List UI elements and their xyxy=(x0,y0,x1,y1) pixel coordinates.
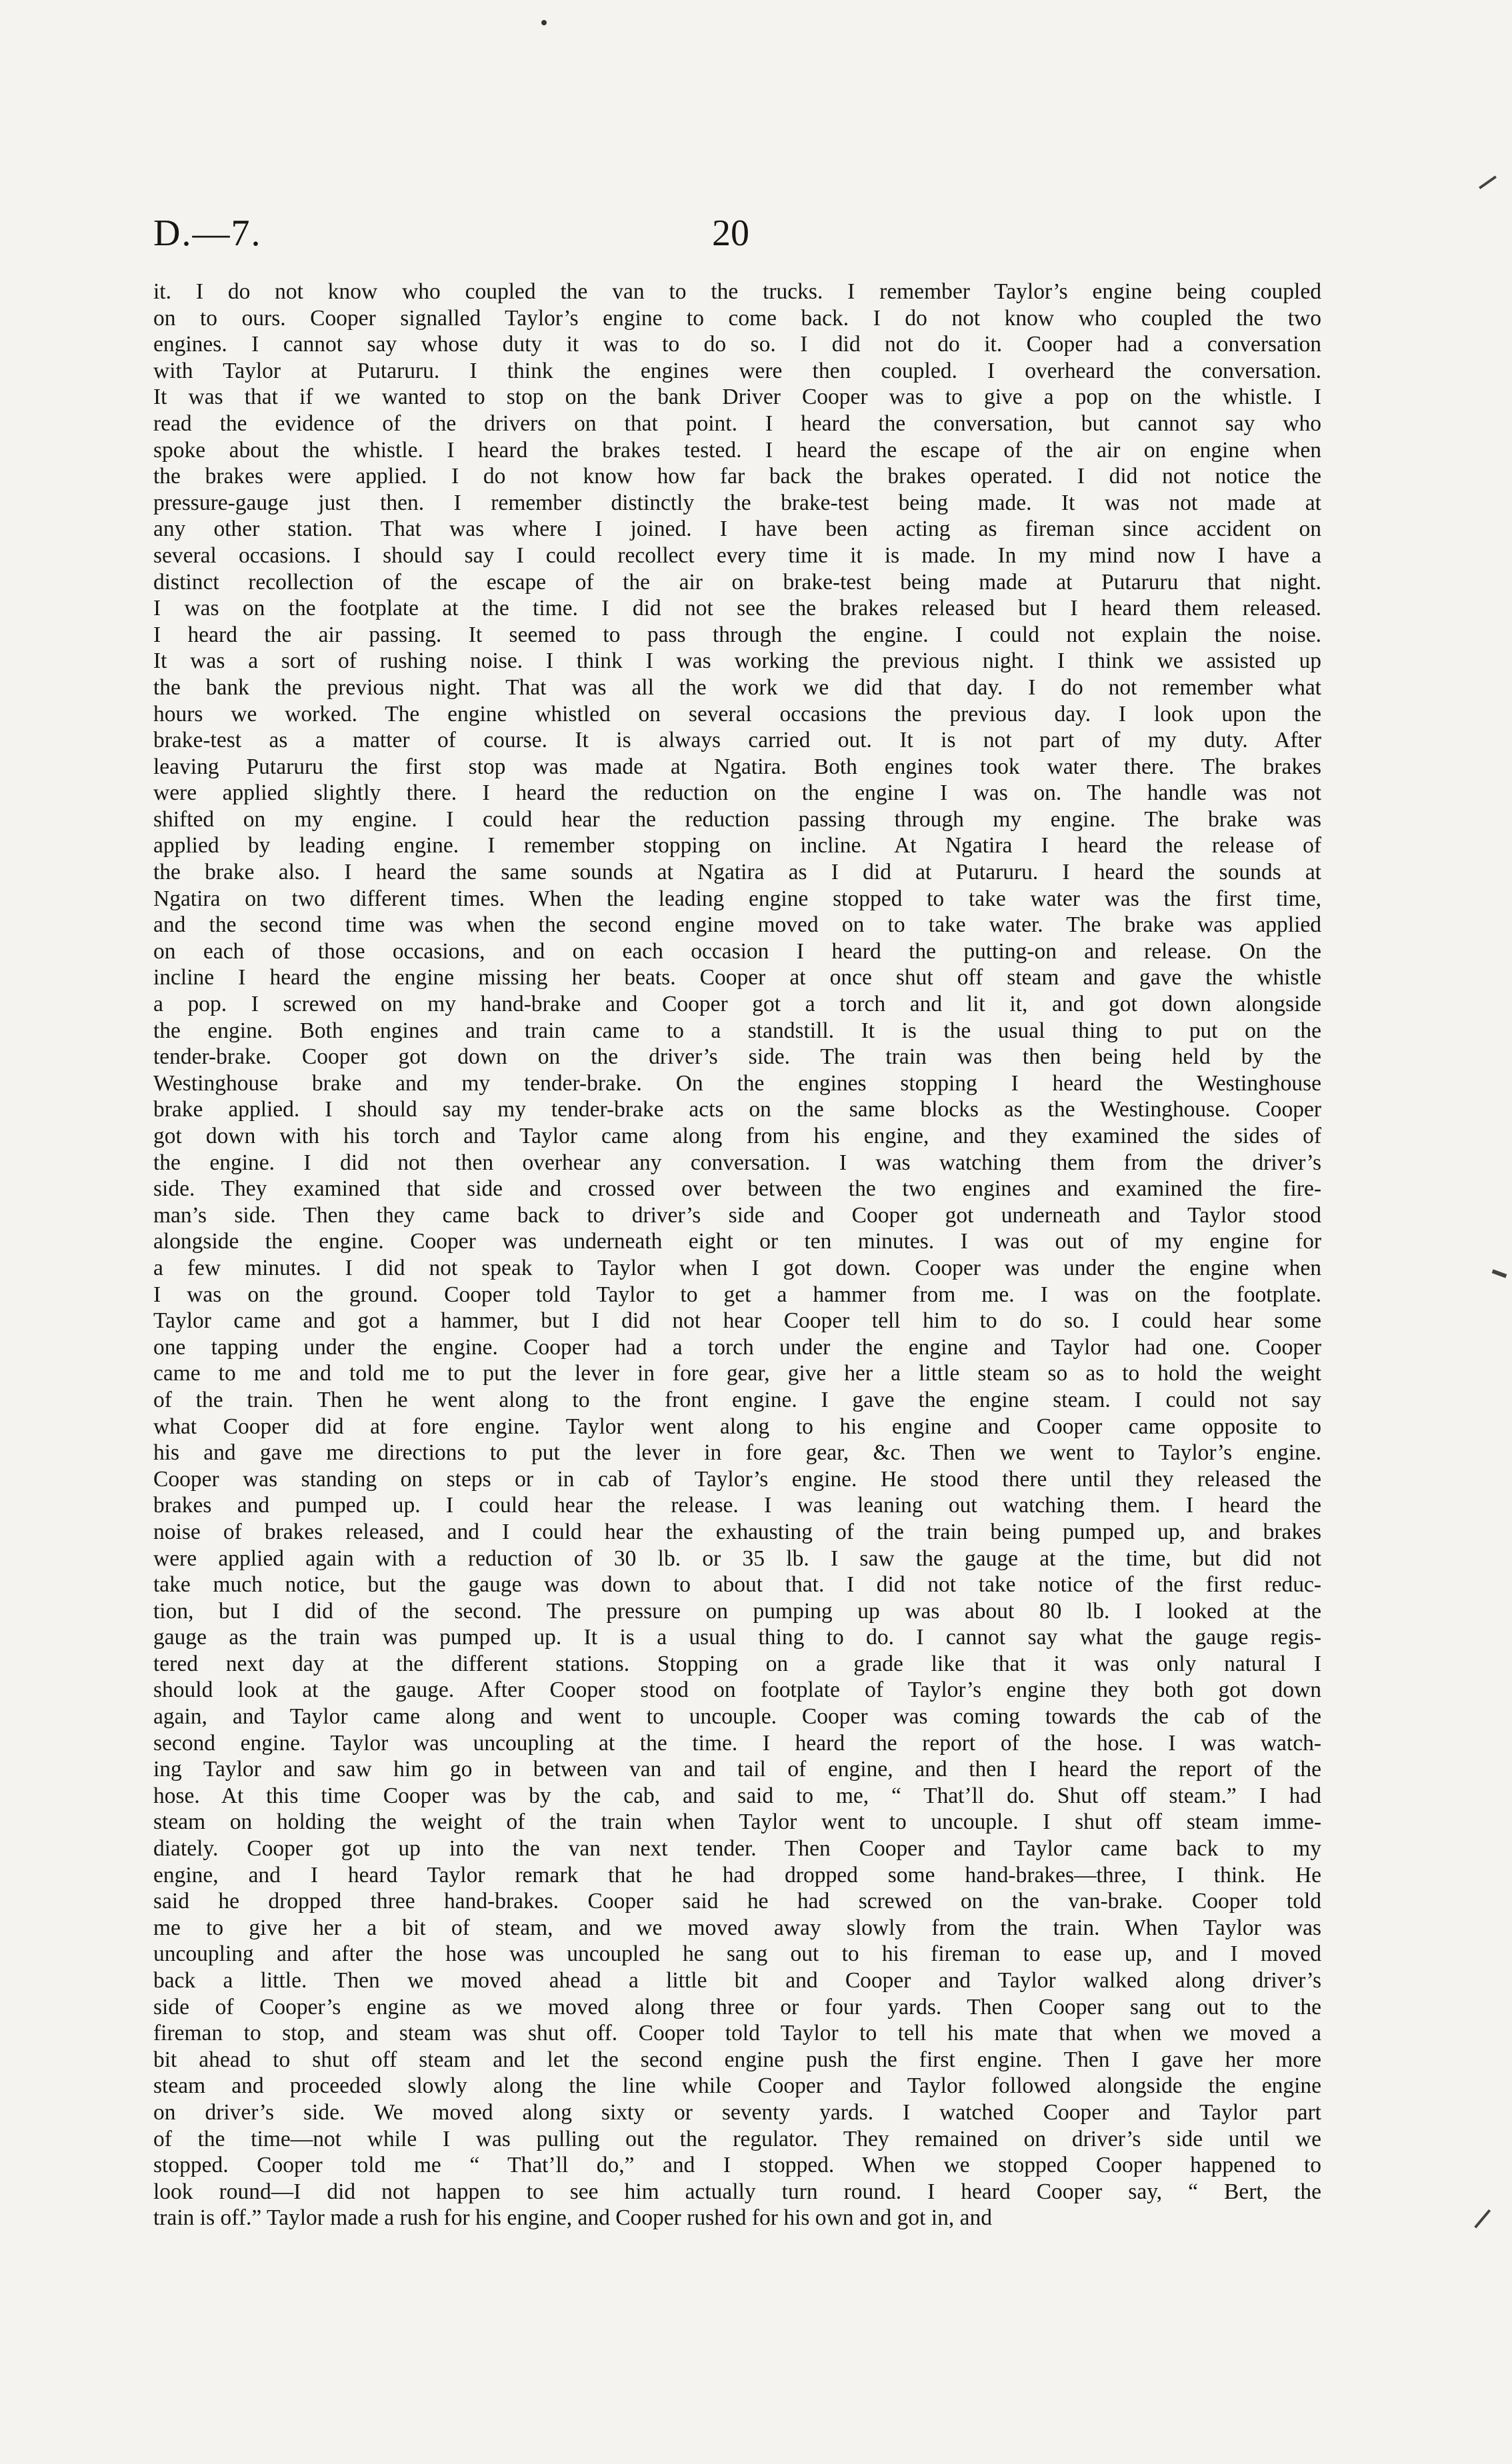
text-line: a pop. I screwed on my hand-brake and Cooper got a torch and lit it, and got down alongside xyxy=(153,992,1321,1017)
text-line: brake applied. I should say my tender-brake acts on the same blocks as the Westinghouse. Cooper xyxy=(153,1097,1321,1122)
text-line: came to me and told me to put the lever in fore gear, give her a little steam so as to hold the weight xyxy=(153,1361,1321,1386)
edge-mark-middle-right xyxy=(1492,1269,1507,1278)
text-line: leaving Putaruru the first stop was made at Ngatira. Both engines took water there. The brakes xyxy=(153,754,1321,779)
text-line: the engine. Both engines and train came to a standstill. It is the usual thing to put on the xyxy=(153,1018,1321,1043)
text-line: said he dropped three hand-brakes. Cooper said he had screwed on the van-brake. Cooper told xyxy=(153,1889,1321,1914)
text-line: engine, and I heard Taylor remark that he had dropped some hand-brakes—three, I think. He xyxy=(153,1862,1321,1887)
text-line: I was on the ground. Cooper told Taylor to get a hammer from me. I was on the footplate. xyxy=(153,1282,1321,1307)
text-line: it. I do not know who coupled the van to the trucks. I remember Taylor’s engine being coupled xyxy=(153,279,1321,304)
text-line: man’s side. Then they came back to driver’s side and Cooper got underneath and Taylor stood xyxy=(153,1202,1321,1228)
text-line: pressure-gauge just then. I remember distinctly the brake-test being made. It was not made at xyxy=(153,490,1321,515)
text-line: a few minutes. I did not speak to Taylor when I got down. Cooper was under the engine when xyxy=(153,1255,1321,1280)
text-line: second engine. Taylor was uncoupling at the time. I heard the report of the hose. I was watch- xyxy=(153,1730,1321,1756)
text-line: again, and Taylor came along and went to uncouple. Cooper was coming towards the cab of the xyxy=(153,1704,1321,1730)
text-line: steam and proceeded slowly along the line while Cooper and Taylor followed alongside the engine xyxy=(153,2073,1321,2099)
text-line: brake-test as a matter of course. It is always carried out. It is not part of my duty. After xyxy=(153,728,1321,753)
text-line: spoke about the whistle. I heard the brakes tested. I heard the escape of the air on engine when xyxy=(153,437,1321,463)
text-line: were applied slightly there. I heard the reduction on the engine I was on. The handle was not xyxy=(153,780,1321,806)
text-line: It was that if we wanted to stop on the bank Driver Cooper was to give a pop on the whistle. I xyxy=(153,385,1321,410)
text-line: Cooper was standing on steps or in cab of Taylor’s engine. He stood there until they released the xyxy=(153,1466,1321,1492)
text-line: read the evidence of the drivers on that point. I heard the conversation, but cannot say who xyxy=(153,411,1321,436)
text-line: gauge as the train was pumped up. It is a usual thing to do. I cannot say what the gauge regis- xyxy=(153,1625,1321,1650)
text-line: were applied again with a reduction of 30 lb. or 35 lb. I saw the gauge at the time, but did not xyxy=(153,1546,1321,1571)
text-line: hours we worked. The engine whistled on several occasions the previous day. I look upon the xyxy=(153,701,1321,726)
text-line: fireman to stop, and steam was shut off. Cooper told Taylor to tell his mate that when we moved a xyxy=(153,2021,1321,2046)
text-line: engines. I cannot say whose duty it was to do so. I did not do it. Cooper had a conversation xyxy=(153,332,1321,357)
text-line: the engine. I did not then overhear any conversation. I was watching them from the driver’s xyxy=(153,1150,1321,1175)
text-line: of the time—not while I was pulling out the regulator. They remained on driver’s side until we xyxy=(153,2126,1321,2151)
text-line: Taylor came and got a hammer, but I did not hear Cooper tell him to do so. I could hear some xyxy=(153,1308,1321,1334)
text-line: the brake also. I heard the same sounds at Ngatira as I did at Putaruru. I heard the sounds at xyxy=(153,860,1321,885)
text-line: I was on the footplate at the time. I did not see the brakes released but I heard them released. xyxy=(153,596,1321,621)
text-line: shifted on my engine. I could hear the reduction passing through my engine. The brake was xyxy=(153,806,1321,832)
text-line: several occasions. I should say I could recollect every time it is made. In my mind now I have a xyxy=(153,543,1321,568)
document-reference: D.—7. xyxy=(153,213,262,254)
text-line: his and gave me directions to put the lever in fore gear, &c. Then we went to Taylor’s engine. xyxy=(153,1440,1321,1466)
text-line: I heard the air passing. It seemed to pass through the engine. I could not explain the noise. xyxy=(153,622,1321,647)
text-line: tered next day at the different stations. Stopping on a grade like that it was only natural I xyxy=(153,1651,1321,1676)
page-header xyxy=(153,212,1321,259)
text-line: side. They examined that side and crossed over between the two engines and examined the fire- xyxy=(153,1176,1321,1202)
text-line: on each of those occasions, and on each occasion I heard the putting-on and release. On the xyxy=(153,938,1321,964)
text-line: should look at the gauge. After Cooper stood on footplate of Taylor’s engine they both got down xyxy=(153,1678,1321,1703)
text-line: uncoupling and after the hose was uncoupled he sang out to his fireman to ease up, and I moved xyxy=(153,1941,1321,1967)
text-line: ing Taylor and saw him go in between van and tail of engine, and then I heard the report of the xyxy=(153,1757,1321,1782)
text-line: bit ahead to shut off steam and let the second engine push the first engine. Then I gave her more xyxy=(153,2047,1321,2072)
text-line: Ngatira on two different times. When the leading engine stopped to take water was the first time, xyxy=(153,886,1321,911)
text-line: tender-brake. Cooper got down on the driver’s side. The train was then being held by the xyxy=(153,1044,1321,1070)
text-line: the bank the previous night. That was all the work we did that day. I do not remember what xyxy=(153,674,1321,700)
text-line: incline I heard the engine missing her beats. Cooper at once shut off steam and gave the whistle xyxy=(153,965,1321,990)
text-line: look round—I did not happen to see him actually turn round. I heard Cooper say, “ Bert, the xyxy=(153,2179,1321,2204)
edge-mark-top-dot xyxy=(541,20,547,25)
text-line: distinct recollection of the escape of the air on brake-test being made at Putaruru that night. xyxy=(153,569,1321,595)
text-line: the brakes were applied. I do not know how far back the brakes operated. I did not notice the xyxy=(153,464,1321,489)
text-line: Westinghouse brake and my tender-brake. On the engines stopping I heard the Westinghouse xyxy=(153,1070,1321,1096)
text-line: brakes and pumped up. I could hear the release. I was leaning out watching them. I heard the xyxy=(153,1493,1321,1518)
text-line: take much notice, but the gauge was down to about that. I did not take notice of the first reduc- xyxy=(153,1572,1321,1598)
text-line: what Cooper did at fore engine. Taylor went along to his engine and Cooper came opposite to xyxy=(153,1414,1321,1439)
body-text xyxy=(153,279,1321,2231)
text-line: diately. Cooper got up into the van next tender. Then Cooper and Taylor came back to my xyxy=(153,1836,1321,1861)
text-line: applied by leading engine. I remember stopping on incline. At Ngatira I heard the release of xyxy=(153,833,1321,858)
text-line: on driver’s side. We moved along sixty or seventy yards. I watched Cooper and Taylor part xyxy=(153,2099,1321,2125)
text-line: me to give her a bit of steam, and we moved away slowly from the train. When Taylor was xyxy=(153,1915,1321,1940)
edge-mark-lower-right xyxy=(1474,2209,1511,2245)
text-line: of the train. Then he went along to the front engine. I gave the engine steam. I could not say xyxy=(153,1387,1321,1412)
text-line: train is off.” Taylor made a rush for his engine, and Cooper rushed for his own and got in, and xyxy=(153,2205,992,2231)
text-line: noise of brakes released, and I could hear the exhausting of the train being pumped up, and brakes xyxy=(153,1519,1321,1544)
text-line: got down with his torch and Taylor came along from his engine, and they examined the sides of xyxy=(153,1124,1321,1148)
text-line: hose. At this time Cooper was by the cab, and said to me, “ That’ll do. Shut off steam.” I had xyxy=(153,1783,1321,1808)
text-line: with Taylor at Putaruru. I think the engines were then coupled. I overheard the conversation. xyxy=(153,358,1321,383)
text-line: any other station. That was where I joined. I have been acting as fireman since accident on xyxy=(153,517,1321,542)
text-line: on to ours. Cooper signalled Taylor’s engine to come back. I do not know who coupled the two xyxy=(153,305,1321,331)
edge-mark-top-right xyxy=(1479,175,1512,211)
text-line: one tapping under the engine. Cooper had a torch under the engine and Taylor had one. Cooper xyxy=(153,1334,1321,1360)
text-line: stopped. Cooper told me “ That’ll do,” and I stopped. When we stopped Cooper happened to xyxy=(153,2153,1321,2178)
page-number: 20 xyxy=(712,213,749,254)
text-line: back a little. Then we moved ahead a little bit and Cooper and Taylor walked along driver’s xyxy=(153,1968,1321,1993)
text-line: It was a sort of rushing noise. I think I was working the previous night. I think we assisted up xyxy=(153,648,1321,674)
text-line: and the second time was when the second engine moved on to take water. The brake was applied xyxy=(153,912,1321,938)
text-line: alongside the engine. Cooper was underneath eight or ten minutes. I was out of my engine for xyxy=(153,1229,1321,1254)
text-line: steam on holding the weight of the train when Taylor went to uncouple. I shut off steam imme- xyxy=(153,1810,1321,1835)
text-line: side of Cooper’s engine as we moved along three or four yards. Then Cooper sang out to the xyxy=(153,1994,1321,2019)
text-line: tion, but I did of the second. The pressure on pumping up was about 80 lb. I looked at the xyxy=(153,1598,1321,1624)
